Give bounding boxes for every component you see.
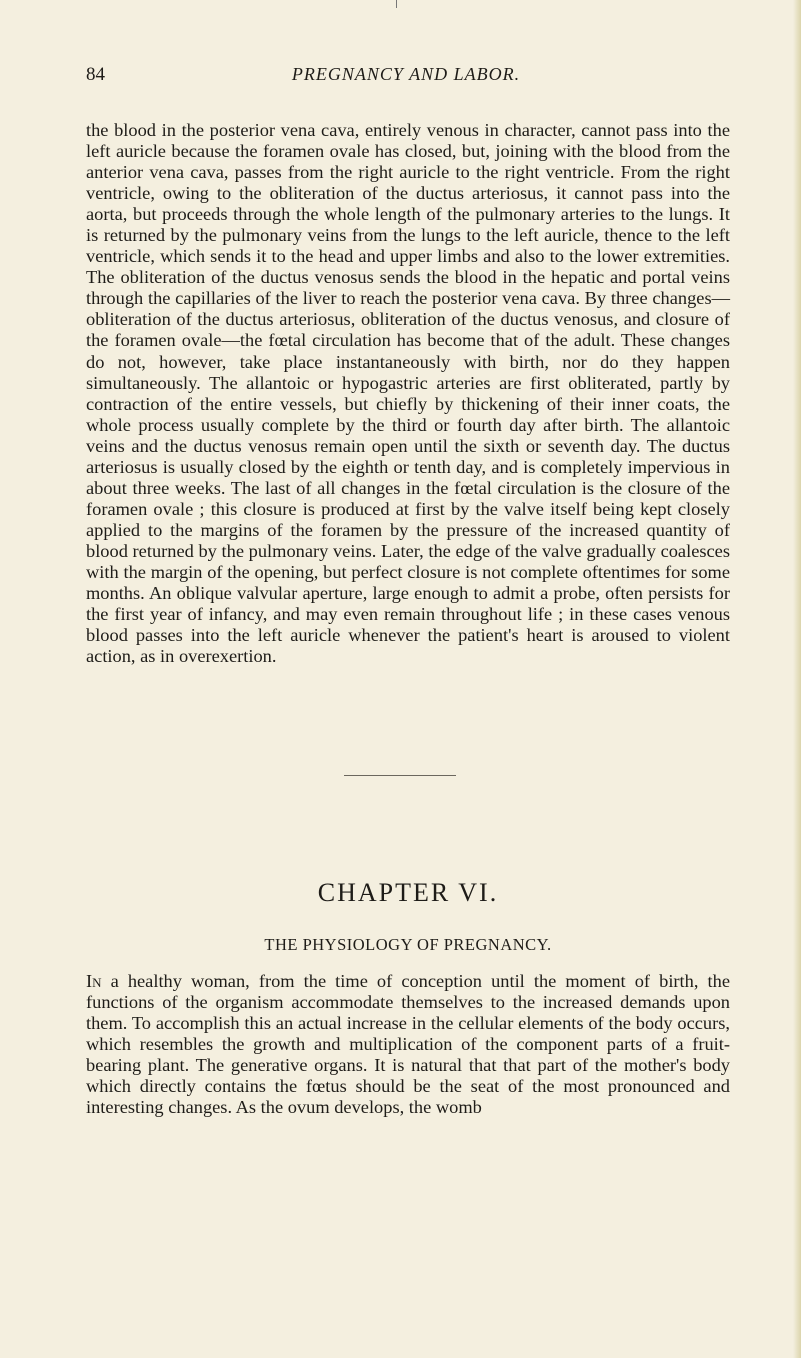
body-paragraph: the blood in the posterior vena cava, entirely venous in character, cannot pass into the left auricle because the foramen ovale has closed, but, joining with the blood from the anterior vena cava, passes from the right auricle to the right ventricle. From the right ventricle, owing to the obliteration of the ductus arteriosus, it cannot pass into the aorta, but proceeds through the whole length of the pulmonary arteries to the lungs. It is returned by the pulmonary veins from the lungs to the left auricle, thence to the left ventricle, which sends it to the head and upper limbs and also to the lower extremities. The obliteration of the ductus venosus sends the blood in the hepatic and portal veins through the capillaries of the liver to reach the posterior vena cava. By three changes—obliteration of the ductus arteriosus, obliteration of the ductus venosus, and closure of the foramen ovale—the fœtal circulation has become that of the adult. These changes do not, however, take place instantaneously with birth, nor do they happen simultaneously. The allantoic or hypogastric arteries are first obliterated, partly by contraction of the entire vessels, but chiefly by thickening of their inner coats, the whole process usually complete by the third or fourth day after birth. The allantoic veins and the ductus venosus remain open until the sixth or seventh day. The ductus arteriosus is usually closed by the eighth or tenth day, and is completely impervious in about three weeks. The last of all changes in the fœtal circulation is the closure of the foramen ovale ; this closure is produced at first by the valve itself being kept closely applied to the margins of the foramen by the pressure of the increased quantity of blood returned by the pulmonary veins. Later, the edge of the valve gradually coalesces with the margin of the opening, but perfect closure is not complete oftentimes for some months. An oblique valvular aperture, large enough to admit a probe, often persists for the first year of infancy, and may even remain throughout life ; in these cases venous blood passes into the left auricle whenever the patient's heart is aroused to violent action, as in overexertion. (86, 120, 730, 667)
chapter-paragraph (86, 971, 730, 1118)
chapter-lead-word: In (86, 971, 102, 991)
top-tick-mark (396, 0, 397, 8)
page-number: 84 (86, 64, 105, 85)
running-head (86, 64, 726, 90)
running-title: PREGNANCY AND LABOR. (291, 64, 521, 84)
section-divider (344, 775, 456, 776)
chapter-subtitle: THE PHYSIOLOGY OF PREGNANCY. (264, 935, 552, 954)
page-edge-shadow (793, 0, 801, 1358)
chapter-title: CHAPTER VI. (317, 878, 499, 907)
chapter-paragraph-text: a healthy woman, from the time of conception until the moment of birth, the functions of the organism accommodate themselves to the increased demands upon them. To accomplish this an actual increase in the cellular elements of the body occurs, which resembles the growth and multiplication of the component parts of a fruit-bearing plant. The generative organs. It is natural that that part of the mother's body which directly contains the fœtus should be the seat of the most pronounced and interesting changes. As the ovum develops, the womb (86, 971, 730, 1118)
